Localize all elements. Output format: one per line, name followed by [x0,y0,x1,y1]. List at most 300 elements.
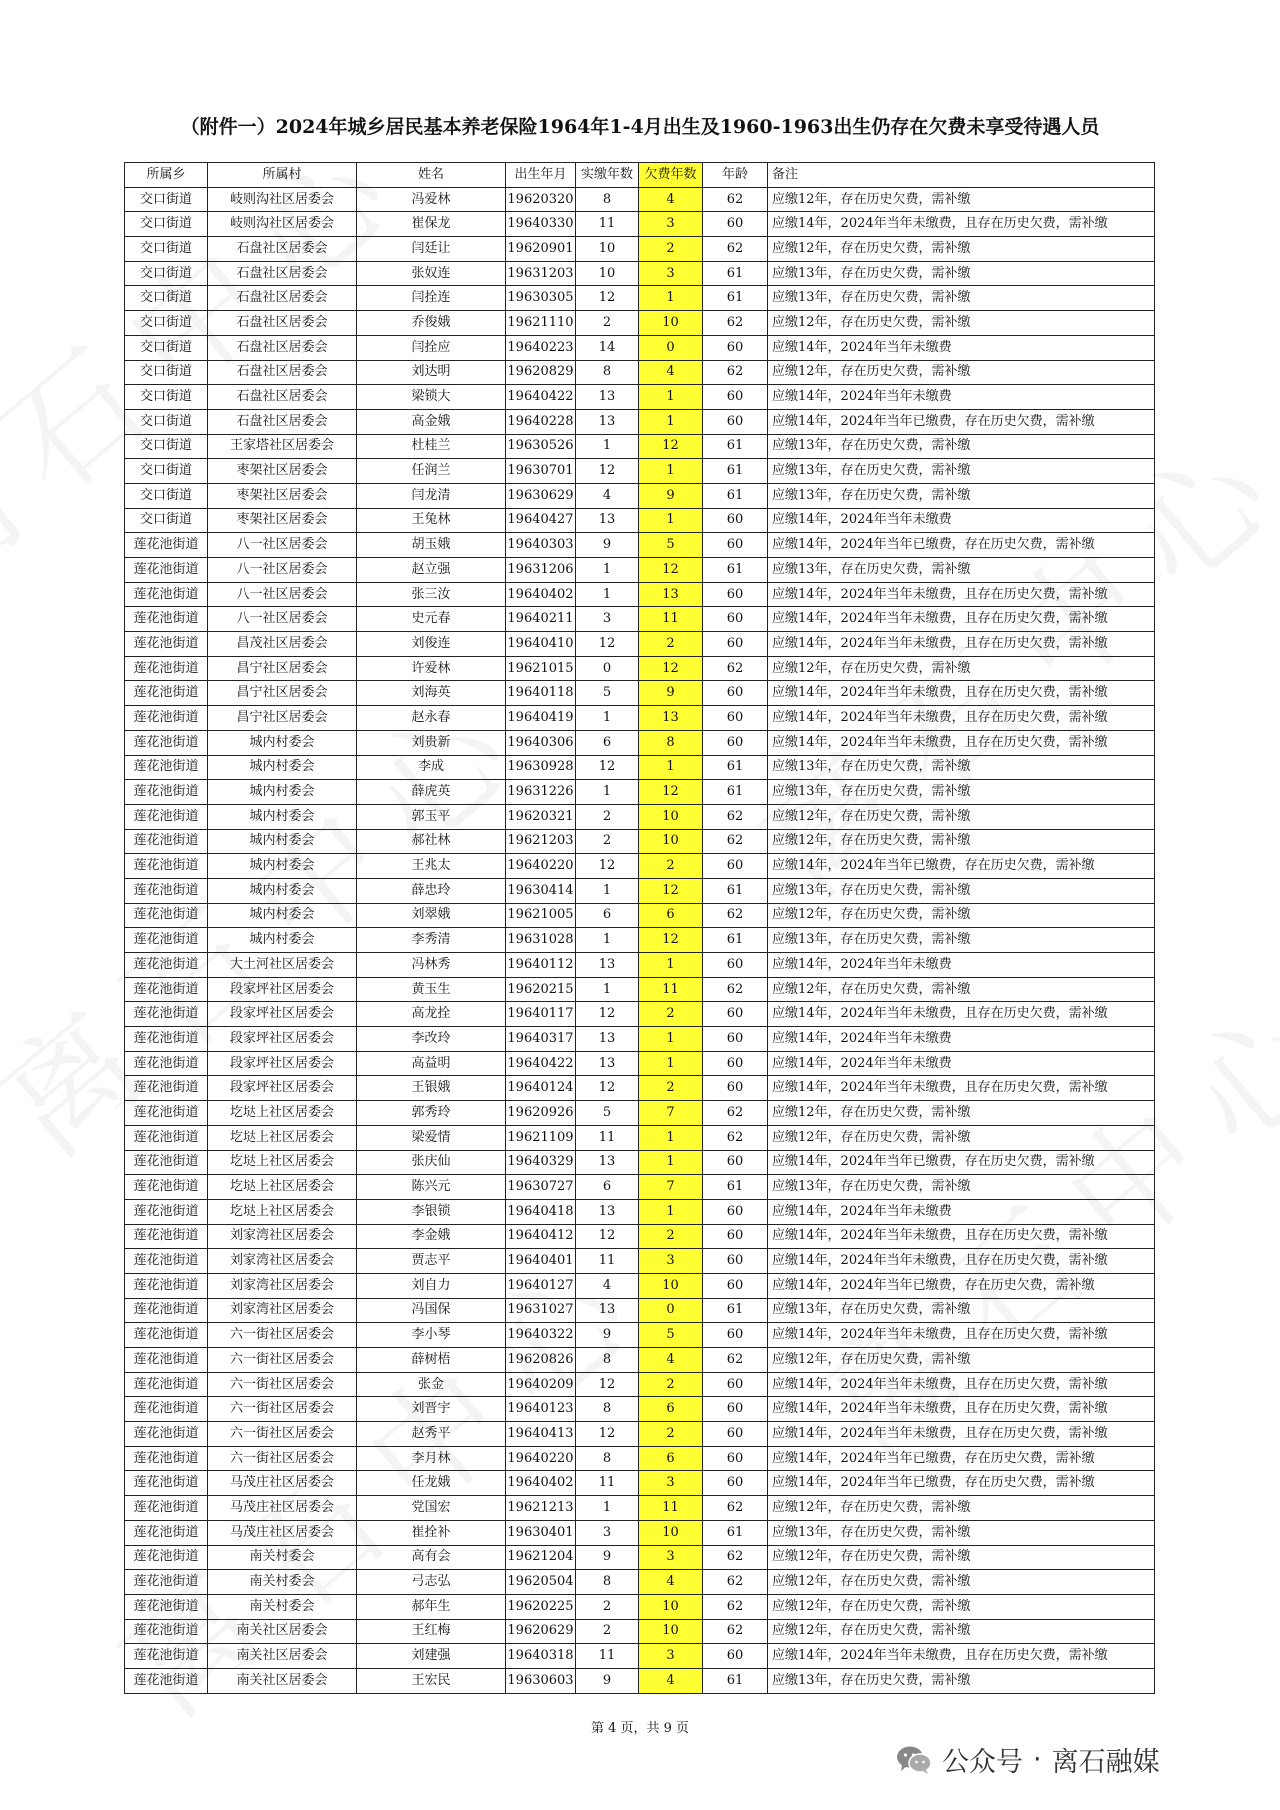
cell-township: 莲花池街道 [125,1668,208,1693]
cell-arrears-years: 3 [639,1249,703,1274]
cell-age: 60 [703,1323,768,1348]
cell-birth-date: 19640427 [506,508,576,533]
cell-age: 60 [703,1644,768,1669]
cell-age: 60 [703,854,768,879]
brand-separator: · [1033,1744,1042,1775]
cell-age: 62 [703,1348,768,1373]
cell-remarks: 应缴14年，2024年当年未缴费，且存在历史欠费，需补缴 [768,1397,1155,1422]
cell-remarks: 应缴12年，存在历史欠费，需补缴 [768,903,1155,928]
cell-age: 61 [703,1175,768,1200]
cell-age: 61 [703,1298,768,1323]
cell-township: 交口街道 [125,261,208,286]
cell-village: 王家塔社区居委会 [208,434,357,459]
cell-paid-years: 8 [576,1570,639,1595]
cell-remarks: 应缴14年，2024年当年未缴费，且存在历史欠费，需补缴 [768,1372,1155,1397]
cell-paid-years: 4 [576,1273,639,1298]
cell-name: 冯爱林 [357,187,506,212]
cell-paid-years: 12 [576,632,639,657]
cell-arrears-years: 6 [639,1446,703,1471]
cell-birth-date: 19620321 [506,804,576,829]
cell-remarks: 应缴14年，2024年当年未缴费 [768,1051,1155,1076]
table-row [125,1224,1155,1249]
cell-birth-date: 19640410 [506,632,576,657]
cell-remarks: 应缴14年，2024年当年已缴费，存在历史欠费，需补缴 [768,533,1155,558]
cell-village: 昌宁社区居委会 [208,656,357,681]
column-header-paid-years: 实缴年数 [576,163,639,188]
cell-paid-years: 10 [576,237,639,262]
cell-birth-date: 19621005 [506,903,576,928]
cell-paid-years: 5 [576,681,639,706]
cell-birth-date: 19640412 [506,1224,576,1249]
cell-birth-date: 19640209 [506,1372,576,1397]
cell-name: 闫拴连 [357,286,506,311]
cell-birth-date: 19620215 [506,977,576,1002]
cell-village: 城内村委会 [208,854,357,879]
cell-village: 圪垯上社区居委会 [208,1150,357,1175]
table-row [125,212,1155,237]
table-row [125,1273,1155,1298]
cell-age: 62 [703,311,768,336]
cell-township: 莲花池街道 [125,1051,208,1076]
cell-name: 薛树梧 [357,1348,506,1373]
cell-paid-years: 6 [576,730,639,755]
cell-village: 岐则沟社区居委会 [208,212,357,237]
cell-paid-years: 1 [576,434,639,459]
cell-birth-date: 19640413 [506,1422,576,1447]
cell-age: 62 [703,1594,768,1619]
cell-remarks: 应缴12年，存在历史欠费，需补缴 [768,804,1155,829]
cell-name: 高金娥 [357,409,506,434]
column-header-village: 所属村 [208,163,357,188]
cell-paid-years: 2 [576,311,639,336]
cell-arrears-years: 10 [639,1594,703,1619]
cell-name: 赵永春 [357,706,506,731]
cell-paid-years: 2 [576,1619,639,1644]
cell-arrears-years: 3 [639,261,703,286]
cell-birth-date: 19640330 [506,212,576,237]
table-row [125,706,1155,731]
cell-name: 张奴连 [357,261,506,286]
table-row [125,681,1155,706]
cell-township: 莲花池街道 [125,854,208,879]
table-row [125,533,1155,558]
cell-birth-date: 19621015 [506,656,576,681]
cell-township: 莲花池街道 [125,558,208,583]
cell-remarks: 应缴13年，存在历史欠费，需补缴 [768,434,1155,459]
cell-birth-date: 19640418 [506,1199,576,1224]
table-row [125,1101,1155,1126]
cell-paid-years: 3 [576,1520,639,1545]
cell-remarks: 应缴13年，存在历史欠费，需补缴 [768,928,1155,953]
cell-arrears-years: 12 [639,434,703,459]
cell-arrears-years: 5 [639,1323,703,1348]
cell-village: 八一社区居委会 [208,607,357,632]
cell-township: 交口街道 [125,311,208,336]
cell-arrears-years: 4 [639,360,703,385]
cell-paid-years: 12 [576,286,639,311]
cell-township: 莲花池街道 [125,632,208,657]
cell-paid-years: 13 [576,385,639,410]
cell-remarks: 应缴14年，2024年当年未缴费，且存在历史欠费，需补缴 [768,1002,1155,1027]
cell-name: 赵秀平 [357,1422,506,1447]
cell-village: 石盘社区居委会 [208,237,357,262]
cell-name: 李改玲 [357,1027,506,1052]
cell-arrears-years: 10 [639,1273,703,1298]
cell-remarks: 应缴14年，2024年当年未缴费，且存在历史欠费，需补缴 [768,1224,1155,1249]
table-row [125,928,1155,953]
brand-platform: 公众号 [942,1747,1023,1778]
cell-village: 八一社区居委会 [208,582,357,607]
cell-remarks: 应缴12年，存在历史欠费，需补缴 [768,1570,1155,1595]
brand-name: 离石融媒 [1051,1747,1160,1778]
table-row [125,1668,1155,1693]
cell-arrears-years: 8 [639,730,703,755]
cell-paid-years: 2 [576,1594,639,1619]
cell-name: 刘建强 [357,1644,506,1669]
cell-name: 李银锁 [357,1199,506,1224]
cell-paid-years: 6 [576,1175,639,1200]
cell-township: 莲花池街道 [125,1249,208,1274]
cell-remarks: 应缴13年，存在历史欠费，需补缴 [768,1520,1155,1545]
table-row [125,1594,1155,1619]
cell-age: 60 [703,212,768,237]
table-row [125,1298,1155,1323]
cell-township: 莲花池街道 [125,1002,208,1027]
cell-age: 61 [703,1668,768,1693]
cell-remarks: 应缴14年，2024年当年未缴费 [768,335,1155,360]
cell-paid-years: 8 [576,187,639,212]
cell-age: 60 [703,1224,768,1249]
cell-remarks: 应缴12年，存在历史欠费，需补缴 [768,1619,1155,1644]
cell-paid-years: 8 [576,1397,639,1422]
cell-paid-years: 12 [576,1076,639,1101]
cell-township: 莲花池街道 [125,1372,208,1397]
cell-age: 60 [703,1397,768,1422]
table-row [125,1027,1155,1052]
cell-arrears-years: 4 [639,1570,703,1595]
cell-age: 62 [703,804,768,829]
table-row [125,434,1155,459]
cell-remarks: 应缴12年，存在历史欠费，需补缴 [768,1545,1155,1570]
cell-birth-date: 19620901 [506,237,576,262]
table-row [125,261,1155,286]
cell-arrears-years: 12 [639,780,703,805]
cell-age: 62 [703,1570,768,1595]
cell-remarks: 应缴14年，2024年当年未缴费 [768,1199,1155,1224]
cell-name: 陈兴元 [357,1175,506,1200]
cell-township: 交口街道 [125,508,208,533]
cell-village: 六一街社区居委会 [208,1422,357,1447]
cell-name: 张庆仙 [357,1150,506,1175]
cell-arrears-years: 1 [639,459,703,484]
table-row [125,607,1155,632]
cell-arrears-years: 2 [639,1224,703,1249]
cell-village: 城内村委会 [208,804,357,829]
cell-township: 莲花池街道 [125,1570,208,1595]
cell-remarks: 应缴12年，存在历史欠费，需补缴 [768,1594,1155,1619]
cell-birth-date: 19640118 [506,681,576,706]
cell-arrears-years: 0 [639,335,703,360]
cell-age: 62 [703,1545,768,1570]
cell-township: 交口街道 [125,459,208,484]
cell-birth-date: 19640223 [506,335,576,360]
cell-village: 石盘社区居委会 [208,360,357,385]
cell-name: 李成 [357,755,506,780]
cell-name: 高龙拴 [357,1002,506,1027]
cell-age: 60 [703,730,768,755]
cell-paid-years: 11 [576,1249,639,1274]
table-header-row [125,163,1155,188]
cell-township: 莲花池街道 [125,903,208,928]
cell-birth-date: 19620504 [506,1570,576,1595]
cell-arrears-years: 10 [639,311,703,336]
cell-village: 城内村委会 [208,928,357,953]
cell-remarks: 应缴14年，2024年当年未缴费 [768,508,1155,533]
table-row [125,1619,1155,1644]
cell-name: 张金 [357,1372,506,1397]
cell-birth-date: 19630305 [506,286,576,311]
cell-township: 交口街道 [125,212,208,237]
cell-remarks: 应缴14年，2024年当年未缴费，且存在历史欠费，需补缴 [768,582,1155,607]
cell-arrears-years: 1 [639,1051,703,1076]
table-row [125,187,1155,212]
cell-birth-date: 19640220 [506,854,576,879]
cell-age: 60 [703,1002,768,1027]
cell-remarks: 应缴14年，2024年当年已缴费，存在历史欠费，需补缴 [768,1150,1155,1175]
cell-remarks: 应缴12年，存在历史欠费，需补缴 [768,187,1155,212]
cell-township: 莲花池街道 [125,1545,208,1570]
cell-village: 城内村委会 [208,878,357,903]
cell-age: 62 [703,237,768,262]
cell-birth-date: 19640422 [506,1051,576,1076]
cell-village: 刘家湾社区居委会 [208,1273,357,1298]
cell-village: 大土河社区居委会 [208,953,357,978]
cell-village: 南关社区居委会 [208,1619,357,1644]
cell-age: 60 [703,1027,768,1052]
cell-township: 莲花池街道 [125,1175,208,1200]
table-row [125,1446,1155,1471]
cell-village: 南关村委会 [208,1594,357,1619]
cell-birth-date: 19630603 [506,1668,576,1693]
cell-age: 60 [703,1199,768,1224]
cell-village: 六一街社区居委会 [208,1323,357,1348]
cell-paid-years: 8 [576,1446,639,1471]
cell-remarks: 应缴13年，存在历史欠费，需补缴 [768,459,1155,484]
cell-age: 61 [703,878,768,903]
cell-arrears-years: 11 [639,977,703,1002]
cell-township: 交口街道 [125,409,208,434]
table-row [125,1199,1155,1224]
cell-village: 南关村委会 [208,1570,357,1595]
cell-age: 62 [703,1619,768,1644]
cell-remarks: 应缴13年，存在历史欠费，需补缴 [768,878,1155,903]
table-row [125,508,1155,533]
table-body [125,187,1155,1693]
brand-mark [896,1740,1160,1779]
cell-birth-date: 19621204 [506,1545,576,1570]
cell-paid-years: 13 [576,1027,639,1052]
cell-paid-years: 12 [576,755,639,780]
cell-village: 八一社区居委会 [208,558,357,583]
cell-township: 交口街道 [125,187,208,212]
cell-village: 石盘社区居委会 [208,311,357,336]
table-row [125,1125,1155,1150]
cell-name: 弓志弘 [357,1570,506,1595]
cell-paid-years: 12 [576,1422,639,1447]
cell-village: 昌茂社区居委会 [208,632,357,657]
cell-remarks: 应缴12年，存在历史欠费，需补缴 [768,829,1155,854]
table-row [125,1397,1155,1422]
cell-remarks: 应缴12年，存在历史欠费，需补缴 [768,360,1155,385]
cell-name: 王宏民 [357,1668,506,1693]
cell-birth-date: 19640329 [506,1150,576,1175]
table-row [125,409,1155,434]
cell-age: 62 [703,977,768,1002]
cell-township: 交口街道 [125,286,208,311]
cell-village: 枣架社区居委会 [208,508,357,533]
cell-village: 城内村委会 [208,755,357,780]
cell-name: 郝社林 [357,829,506,854]
cell-name: 史元春 [357,607,506,632]
cell-remarks: 应缴14年，2024年当年未缴费，且存在历史欠费，需补缴 [768,1076,1155,1101]
cell-birth-date: 19631226 [506,780,576,805]
cell-arrears-years: 10 [639,804,703,829]
cell-remarks: 应缴14年，2024年当年未缴费，且存在历史欠费，需补缴 [768,730,1155,755]
cell-name: 薛虎英 [357,780,506,805]
cell-birth-date: 19621110 [506,311,576,336]
cell-arrears-years: 0 [639,1298,703,1323]
cell-remarks: 应缴14年，2024年当年已缴费，存在历史欠费，需补缴 [768,1446,1155,1471]
cell-remarks: 应缴12年，存在历史欠费，需补缴 [768,1348,1155,1373]
cell-village: 马茂庄社区居委会 [208,1520,357,1545]
cell-arrears-years: 9 [639,483,703,508]
cell-paid-years: 1 [576,1496,639,1521]
column-header-arrears-years: 欠费年数 [639,163,703,188]
cell-paid-years: 9 [576,1323,639,1348]
cell-arrears-years: 1 [639,385,703,410]
cell-township: 交口街道 [125,360,208,385]
cell-village: 昌宁社区居委会 [208,681,357,706]
cell-paid-years: 12 [576,1002,639,1027]
cell-remarks: 应缴14年，2024年当年未缴费，且存在历史欠费，需补缴 [768,1323,1155,1348]
cell-name: 刘达明 [357,360,506,385]
cell-age: 62 [703,1496,768,1521]
cell-arrears-years: 3 [639,1471,703,1496]
cell-paid-years: 12 [576,459,639,484]
cell-township: 莲花池街道 [125,1101,208,1126]
cell-remarks: 应缴14年，2024年当年已缴费，存在历史欠费，需补缴 [768,409,1155,434]
table-row [125,1545,1155,1570]
cell-age: 62 [703,903,768,928]
cell-arrears-years: 12 [639,558,703,583]
cell-remarks: 应缴13年，存在历史欠费，需补缴 [768,1668,1155,1693]
cell-remarks: 应缴14年，2024年当年未缴费，且存在历史欠费，需补缴 [768,212,1155,237]
cell-paid-years: 5 [576,1101,639,1126]
cell-birth-date: 19640127 [506,1273,576,1298]
cell-name: 王红梅 [357,1619,506,1644]
cell-paid-years: 6 [576,903,639,928]
cell-arrears-years: 12 [639,878,703,903]
cell-village: 八一社区居委会 [208,533,357,558]
cell-name: 任龙娥 [357,1471,506,1496]
cell-township: 莲花池街道 [125,1471,208,1496]
cell-paid-years: 1 [576,582,639,607]
cell-village: 六一街社区居委会 [208,1397,357,1422]
table-row [125,780,1155,805]
cell-township: 莲花池街道 [125,1273,208,1298]
cell-paid-years: 12 [576,1372,639,1397]
cell-village: 城内村委会 [208,730,357,755]
table-row [125,1570,1155,1595]
cell-township: 莲花池街道 [125,1224,208,1249]
cell-age: 61 [703,483,768,508]
cell-name: 刘自力 [357,1273,506,1298]
cell-township: 莲花池街道 [125,1496,208,1521]
cell-remarks: 应缴12年，存在历史欠费，需补缴 [768,656,1155,681]
cell-arrears-years: 2 [639,1002,703,1027]
cell-paid-years: 13 [576,1298,639,1323]
table-row [125,1076,1155,1101]
cell-paid-years: 13 [576,1199,639,1224]
cell-birth-date: 19640220 [506,1446,576,1471]
table-row [125,1422,1155,1447]
cell-township: 莲花池街道 [125,1199,208,1224]
cell-name: 胡玉娥 [357,533,506,558]
table-row [125,1520,1155,1545]
cell-age: 61 [703,928,768,953]
cell-township: 交口街道 [125,434,208,459]
cell-village: 枣架社区居委会 [208,459,357,484]
cell-arrears-years: 3 [639,212,703,237]
cell-paid-years: 11 [576,1644,639,1669]
cell-age: 61 [703,434,768,459]
cell-birth-date: 19640228 [506,409,576,434]
cell-name: 刘俊连 [357,632,506,657]
cell-remarks: 应缴13年，存在历史欠费，需补缴 [768,558,1155,583]
cell-paid-years: 14 [576,335,639,360]
table-row [125,632,1155,657]
cell-paid-years: 8 [576,1348,639,1373]
column-header-name: 姓名 [357,163,506,188]
cell-name: 赵立强 [357,558,506,583]
cell-arrears-years: 1 [639,1027,703,1052]
cell-arrears-years: 4 [639,1668,703,1693]
table-row [125,1496,1155,1521]
table-row [125,977,1155,1002]
cell-birth-date: 19620320 [506,187,576,212]
table-row [125,730,1155,755]
cell-remarks: 应缴13年，存在历史欠费，需补缴 [768,483,1155,508]
cell-village: 石盘社区居委会 [208,385,357,410]
cell-arrears-years: 4 [639,1348,703,1373]
cell-village: 刘家湾社区居委会 [208,1224,357,1249]
cell-remarks: 应缴14年，2024年当年已缴费，存在历史欠费，需补缴 [768,854,1155,879]
cell-paid-years: 2 [576,804,639,829]
cell-township: 莲花池街道 [125,1298,208,1323]
cell-village: 南关社区居委会 [208,1644,357,1669]
table-row [125,335,1155,360]
cell-birth-date: 19640402 [506,1471,576,1496]
cell-township: 莲花池街道 [125,706,208,731]
cell-paid-years: 10 [576,261,639,286]
cell-arrears-years: 9 [639,681,703,706]
cell-name: 闫廷让 [357,237,506,262]
cell-paid-years: 12 [576,854,639,879]
cell-arrears-years: 7 [639,1101,703,1126]
cell-birth-date: 19630401 [506,1520,576,1545]
table-row [125,1323,1155,1348]
cell-township: 莲花池街道 [125,681,208,706]
